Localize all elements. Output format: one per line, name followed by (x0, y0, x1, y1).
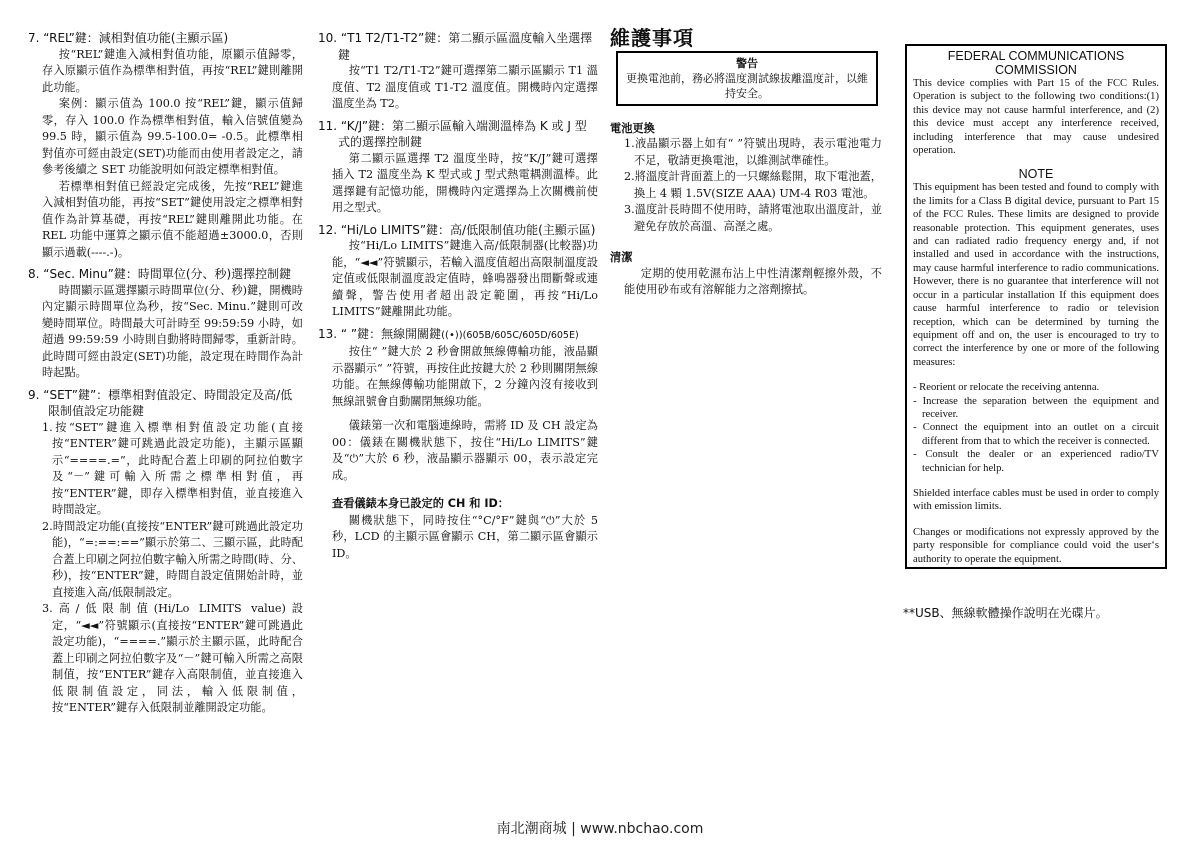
section-battery (610, 120, 882, 236)
paragraph: 按“T1 T2/T1-T2”鍵可選擇第二顯示區顯示 T1 溫度值、T2 溫度值或 T1-T2 溫度值。開機時內定選擇溫度坐為 T2。 (332, 64, 598, 110)
list-item: 1.按“SET”鍵進入標準相對值設定功能(直接按“ENTER”鍵可跳過此設定功能)，主顯示區顯示“====.=”，此時配合蓋上印刷的阿拉伯數字及“－”鍵可輸入所需之標準相對值，再按“ENTER”鍵，即存入標準相對值，並直接進入時間設定。 (42, 420, 303, 516)
section-heading: 8. “Sec. Minu”鍵：時間單位(分、秒)選擇控制鍵 (28, 267, 292, 281)
changes-text: Changes or modifications not expressly approved by the party responsible for compliance could void the user‘s authority to operate the equipment. (913, 526, 1159, 565)
warning-text: 更換電池前，務必將溫度測試線拔離溫度計，以維持安全。 (626, 71, 868, 100)
list-item: - Reorient or relocate the receiving antenna. (913, 382, 1100, 394)
list-item (610, 136, 882, 169)
warning-box (616, 51, 878, 106)
section-heading (318, 326, 598, 345)
paragraph: 時間顯示區選擇顯示時間單位(分、秒)鍵，開機時內定顯示時間單位為秒，按“Sec. Minu.”鍵則可改變時間單位。時間最大可計時至 99:59:59 小時，如超過 99:59:59 小時則自動將時間歸零，重新計時。此時間可經由設定(SET)功能，設定現在時間作為計時起點。 (42, 283, 303, 379)
section-set-key (28, 387, 303, 717)
list-item: 2.時間設定功能(直接按“ENTER”鍵可跳過此設定功能)，“=:==:==”顯示於第二、三顯示區，此時配合蓋上印刷之阿拉伯數字輸入所需之時間(時、分、秒)，按“ENTER”鍵，時間自設定值開始計時，並直接進入高/低限制設定。 (42, 519, 303, 599)
list-item: - Consult the dealer or an experienced radio/TV technician for help. (913, 449, 1159, 474)
section-rel-key (28, 30, 303, 261)
paragraph: 按“REL”鍵進入減相對值功能，原顯示值歸零，存入原顯示值作為標準相對值，再按“REL”鍵則離開此功能。 (42, 47, 303, 94)
section-wireless-key (318, 326, 598, 563)
list-item-text: 1.液晶顯示器上如有“ ”符號出現時，表示電池電力不足，敬請更換電池，以維測試準確性。 (624, 137, 882, 167)
note-text: This equipment has been tested and found to comply with the limits for a Class B digital device, pursuant to Part 15 of the FCC Rules. These limits are designed to provide reasonable protection. This equipment generates, uses and can radiated radio frequency energy and, if not installed and used in accordance with the instructions, may cause harmful interference to radio communications. However, there is no guarantee that interference will not occur in a particular installation If this equipment does cause harmful interference to radio or television reception, which can be determined by turning the equipment off and on, the user is encouraged to try to correct the interference by one or more of the following measures: (913, 182, 1159, 368)
usb-note: **USB、無線軟體操作說明在光碟片。 (903, 606, 1108, 620)
fcc-notice-box (905, 44, 1167, 569)
fcc-title-line-1: FEDERAL COMMUNICATIONS (947, 49, 1125, 63)
paragraph: 第二顯示區選擇 T2 溫度坐時，按“K/J”鍵可選擇插入 T2 溫度坐為 K 型式或 J 型式熱電耦測溫棒。此選擇鍵有記憶功能，開機時內定選擇為上次關機前使用之型式。 (332, 151, 598, 214)
paragraph: 案例：顯示值為 100.0 按“REL”鍵，顯示值歸零，存入 100.0 作為標準相對值，輸入信號值變為 99.5 時，顯示值為 99.5-100.0= -0.5。此標準相對值亦可經由設定(SET)功能而由使用者設定之，請參考後續之 SET 功能說明如何設定標準相對值。 (42, 97, 303, 176)
maintenance-title: 維護事項 (610, 26, 694, 50)
list-item: 2.將溫度計背面蓋上的一只螺絲鬆開，取下電池蓋，換上 4 顆 1.5V(SIZE AAA) UM-4 R03 電池。 (624, 170, 882, 200)
section-heading: 12. “Hi/Lo LIMITS”鍵：高/低限制值功能(主顯示區) (318, 222, 596, 237)
note-title: NOTE (1018, 167, 1054, 182)
battery-heading: 電池更換 (610, 120, 655, 135)
section-t1-t2-key (318, 30, 598, 113)
section-hilo-limits-key (318, 222, 598, 321)
cleaning-heading: 清潔 (610, 250, 633, 264)
column-3 (610, 26, 882, 304)
paragraph: 若標準相對值已經設定完成後，先按“REL”鍵進入減相對值功能，再按“SET”鍵使用設定之標準相對值作為計算基礎，再按“REL”鍵則離開此功能。在 REL 功能中運算之顯示值不能超過±3000.0，否則顯示過載(----.-)。 (42, 179, 303, 259)
list-item: 3.高/低限制值(Hi/Lo LIMITS value)設定，“◄◄”符號顯示(直接按“ENTER”鍵可跳過此設定功能)，“====.”顯示於主顯示區，此時配合蓋上印刷之阿拉伯數字及“－”鍵可輸入所需之高限制值，按“ENTER”鍵存入高限制值，並直接進入低限制值設定，同法，輸入低限制值，按“ENTER”鍵存入低限制並離開設定功能。 (42, 602, 303, 714)
fcc-title-line-2: COMMISSION (995, 63, 1077, 77)
section-heading: 7. “REL”鍵：減相對值功能(主顯示區) (28, 31, 229, 45)
measures-list (913, 381, 1159, 475)
list-item: - Increase the separation between the equipment and receiver. (913, 395, 1159, 420)
paragraph: 按住“ ”鍵大於 2 秒會開啟無線傳輸功能，液晶顯示器顯示“ ”符號，再按住此按鍵大於 2 秒則關閉無線功能。在無線傳輸功能開啟下，2 分鐘內沒有接收到無線訊號會自動關閉無線功能。 (332, 345, 598, 408)
section-sec-minu-key (28, 266, 303, 382)
paragraph: 定期的使用乾濕布沾上中性清潔劑輕擦外殼，不能使用砂布或有溶解能力之溶劑擦拭。 (624, 266, 882, 296)
fcc-text: This device complies with Part 15 of the FCC Rules. Operation is subject to the following two conditions:(1) this device may not cause harmful interference, and (2) this device must accept any interference received, including interference that may cause undesired operation. (913, 78, 1159, 157)
fcc-title (913, 49, 1159, 77)
paragraph: 按“Hi/Lo LIMITS”鍵進入高/低限制器(比較器)功能，“◄◄”符號顯示，若輸入溫度值超出高限制溫度設定值或低限制溫度設定值時，蜂鳴器發出間斷聲或連續聲，警告使用者超出設定範圍，再按“Hi/Lo LIMITS”鍵離開此功能。 (332, 239, 598, 318)
section-heading: 10. “T1 T2/T1-T2”鍵：第二顯示區溫度輸入坐選擇鍵 (318, 31, 593, 62)
section-kj-key (318, 118, 598, 217)
section-heading: 9. “SET”鍵”：標準相對值設定、時間設定及高/低限制值設定功能鍵 (28, 387, 293, 418)
paragraph: 儀錶第一次和電腦連線時，需將 ID 及 CH 設定為 00：儀錶在關機狀態下，按住“Hi/Lo LIMITS”鍵及“⏻”大於 6 秒，液晶顯示器顯示 00，表示設定完成。 (332, 419, 598, 482)
column-4 (905, 44, 1167, 569)
section-cleaning (610, 249, 882, 299)
list-item: - Connect the equipment into an outlet on a circuit different from that to which the receiver is connected. (913, 422, 1159, 447)
list-item: 3.溫度計長時間不使用時，請將電池取出溫度計，並避免存放於高溫、高溼之處。 (624, 203, 882, 233)
column-2 (318, 30, 598, 567)
warning-title: 警告 (736, 56, 758, 70)
subheading: 查看儀錶本身已設定的 CH 和 ID： (332, 497, 509, 510)
footer-watermark: 南北潮商城 | www.nbchao.com (496, 821, 704, 837)
shielded-cables-text: Shielded interface cables must be used in order to comply with emission limits. (913, 487, 1159, 513)
paragraph: 關機狀態下，同時按住“°C/°F”鍵與“⏻”大於 5 秒，LCD 的主顯示區會顯示 CH，第二顯示區會顯示 ID。 (332, 513, 598, 560)
wireless-icon: ((•)) (441, 329, 463, 341)
section-heading: 11. “K/J”鍵：第二顯示區輸入端測溫棒為 K 或 J 型式的選擇控制鍵 (318, 118, 587, 149)
section-heading-text: 13. “ ”鍵：無線開關鍵 (318, 326, 442, 341)
model-list: (605B/605C/605D/605E) (462, 329, 579, 341)
column-1 (28, 30, 303, 722)
